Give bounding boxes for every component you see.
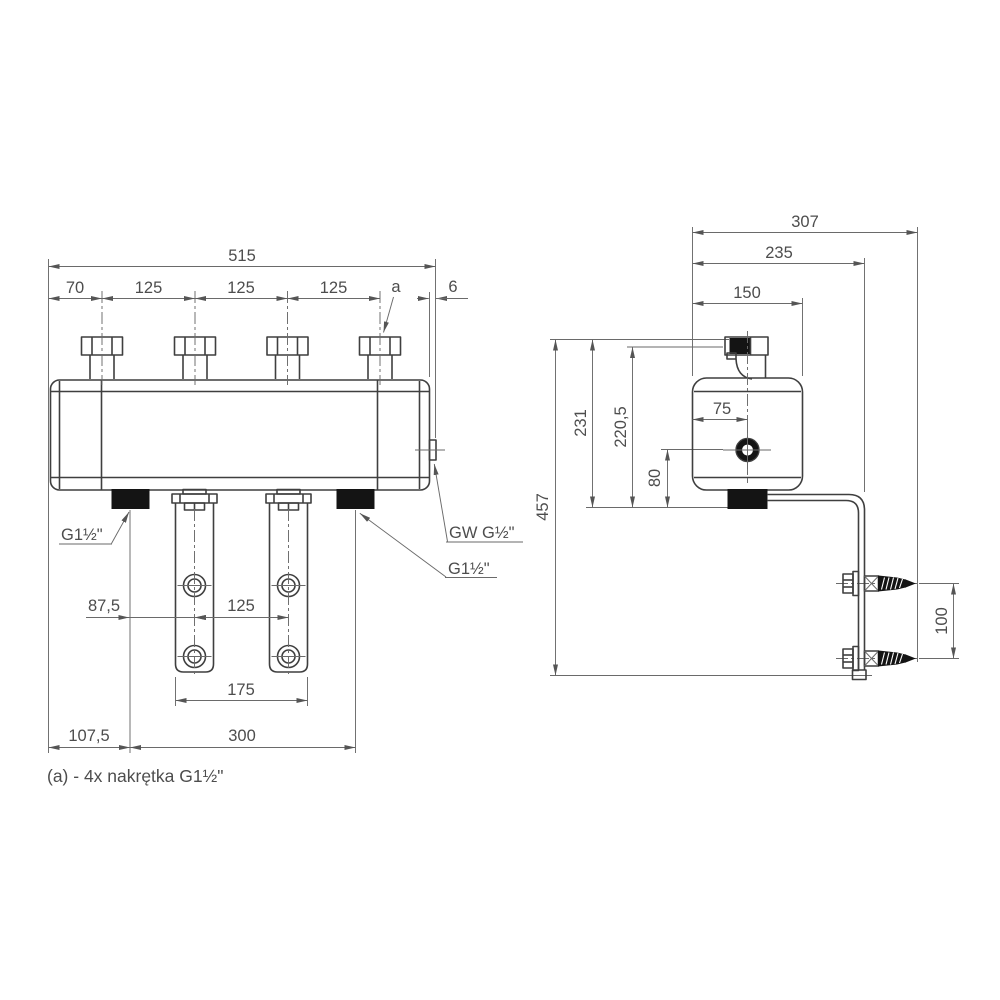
- port-left-g112: [112, 490, 149, 509]
- label-g112-right: G1½": [448, 560, 490, 578]
- dim-125-holes-text: 125: [227, 597, 255, 615]
- dim-port-offset: [417, 278, 468, 299]
- dim-231-text: 231: [572, 409, 590, 437]
- screw-bottom: [836, 647, 922, 671]
- leader-a: [384, 278, 402, 333]
- label-port-right: [360, 513, 497, 578]
- dim-125-2-text: 125: [227, 279, 255, 297]
- dim-75-text: 75: [712, 400, 732, 418]
- label-side-port: [434, 464, 523, 542]
- dim-70-text: 70: [65, 279, 85, 297]
- dim-150-text: 150: [733, 284, 761, 302]
- dim-87-5-text: 87,5: [87, 597, 121, 615]
- bracket-foot: [853, 670, 867, 680]
- dim-depth-bracket: [693, 244, 865, 264]
- front-view: [49, 247, 524, 753]
- label-port-left: [59, 512, 129, 544]
- dim-height-total: [534, 340, 556, 676]
- dim-220-5-text: 220,5: [612, 406, 630, 448]
- dim-height-flange: [612, 347, 633, 508]
- side-view: [534, 213, 959, 680]
- dim-body-depth: [693, 284, 803, 304]
- bracket-right-flange: [266, 494, 311, 503]
- dim-height-nut-top: [572, 340, 593, 508]
- dim-total-width: [49, 247, 436, 267]
- dim-300-text: 300: [228, 727, 256, 745]
- port-bottom-side: [728, 490, 767, 509]
- side-port-circle: [723, 427, 771, 474]
- nut-2: [175, 291, 216, 385]
- bracket-left-front: [172, 490, 217, 677]
- manifold-body-front: [51, 380, 430, 490]
- nut-1: [82, 291, 123, 385]
- footnote: (a) - 4x nakrętka G1½": [47, 766, 224, 786]
- bracket-right-front: [266, 490, 311, 677]
- dim-screw-spacing: [919, 584, 959, 659]
- bracket-left-flange: [172, 494, 217, 503]
- port-right-g112: [337, 490, 374, 509]
- dim-307-text: 307: [791, 213, 819, 231]
- nut-4: [360, 291, 401, 385]
- screw-top: [836, 572, 922, 596]
- dim-100-text: 100: [933, 607, 951, 635]
- manifold-body-outline: [51, 380, 430, 490]
- dim-175-text: 175: [227, 681, 255, 699]
- dim-457-text: 457: [534, 493, 552, 521]
- label-a: a: [391, 278, 401, 296]
- dim-hole-offsets: [86, 597, 289, 618]
- dim-6-text: 6: [448, 278, 458, 296]
- dim-125-3-text: 125: [319, 279, 348, 297]
- dim-107-5-text: 107,5: [68, 727, 110, 745]
- dim-bracket-span: [176, 677, 308, 706]
- dim-port-spans: [49, 727, 356, 748]
- dim-235-text: 235: [765, 244, 793, 262]
- dim-port-inset: [693, 400, 748, 420]
- top-nuts: [82, 291, 401, 385]
- dim-chain-top: [49, 279, 381, 299]
- label-gw-g12: GW G½": [449, 524, 515, 542]
- label-g112-left: G1½": [61, 526, 103, 544]
- dim-depth-total: [693, 213, 918, 233]
- dim-port-height: [646, 450, 668, 508]
- dim-125-1-text: 125: [134, 279, 163, 297]
- dim-80-text: 80: [646, 468, 664, 488]
- dim-515-text: 515: [228, 247, 256, 265]
- nut-3: [267, 291, 308, 385]
